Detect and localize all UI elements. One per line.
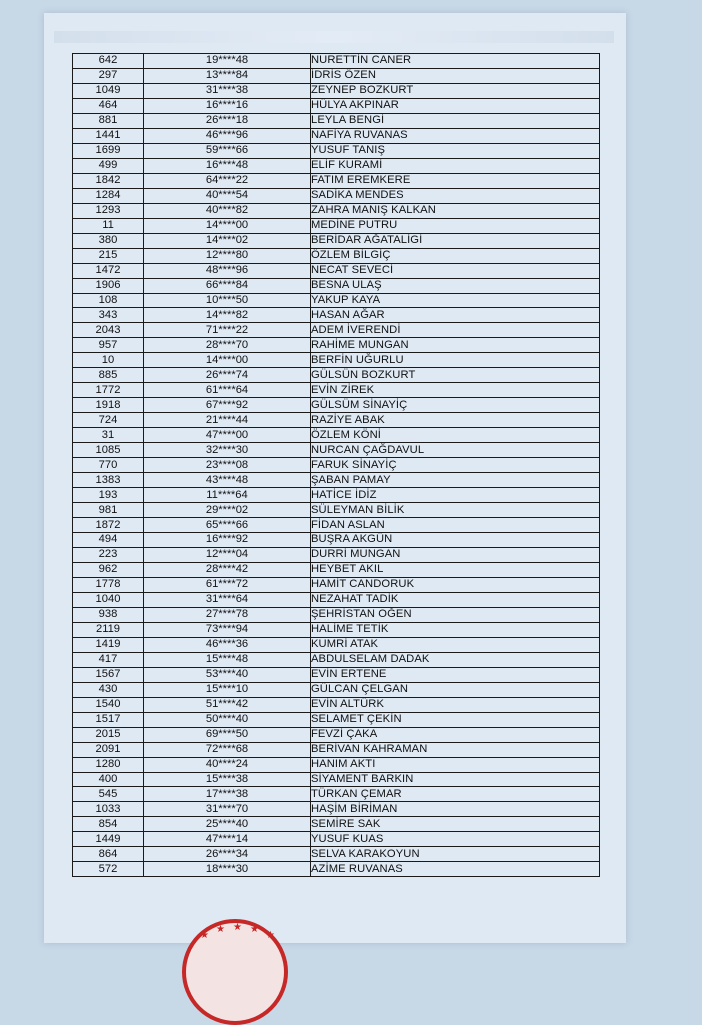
masked-id: 16****16 — [144, 98, 311, 113]
table-row — [73, 83, 600, 98]
row-number: 724 — [73, 413, 144, 428]
table-row — [73, 323, 600, 338]
person-name: HANIM AKTI — [311, 757, 600, 772]
table-row — [73, 248, 600, 263]
person-name: HÜLYA AKPINAR — [311, 98, 600, 113]
row-number: 1842 — [73, 173, 144, 188]
person-name: MEDİNE PUTRU — [311, 218, 600, 233]
masked-id: 48****96 — [144, 263, 311, 278]
person-name: HATİCE İDİZ — [311, 488, 600, 503]
masked-id: 23****08 — [144, 458, 311, 473]
document-page — [44, 13, 626, 943]
row-number: 2119 — [73, 622, 144, 637]
masked-id: 18****30 — [144, 862, 311, 877]
person-name: SELVA KARAKOYUN — [311, 847, 600, 862]
person-name: ABDULSELAM DADAK — [311, 652, 600, 667]
table-row — [73, 697, 600, 712]
table-row — [73, 742, 600, 757]
masked-id: 71****22 — [144, 323, 311, 338]
table-row — [73, 308, 600, 323]
person-name: NAFİYA RUVANAS — [311, 128, 600, 143]
table-row — [73, 353, 600, 368]
masked-id: 61****64 — [144, 383, 311, 398]
row-number: 1772 — [73, 383, 144, 398]
table-row — [73, 188, 600, 203]
table-row — [73, 473, 600, 488]
table-row — [73, 218, 600, 233]
masked-id: 28****42 — [144, 562, 311, 577]
row-number: 499 — [73, 158, 144, 173]
table-row — [73, 832, 600, 847]
masked-id: 67****92 — [144, 398, 311, 413]
person-name: ŞEHRİSTAN OĞEN — [311, 607, 600, 622]
person-name: TÜRKAN ÇEMAR — [311, 787, 600, 802]
masked-id: 40****82 — [144, 203, 311, 218]
person-name: SEMİRE SAK — [311, 817, 600, 832]
masked-id: 11****64 — [144, 488, 311, 503]
roster-table-body — [73, 54, 600, 877]
table-row — [73, 562, 600, 577]
table-row — [73, 533, 600, 548]
masked-id: 19****48 — [144, 54, 311, 69]
masked-id: 28****70 — [144, 338, 311, 353]
row-number: 854 — [73, 817, 144, 832]
table-row — [73, 637, 600, 652]
roster-table — [72, 53, 600, 877]
person-name: ZEYNEP BOZKURT — [311, 83, 600, 98]
person-name: FATIM EREMKERE — [311, 173, 600, 188]
table-row — [73, 383, 600, 398]
row-number: 10 — [73, 353, 144, 368]
row-number: 1049 — [73, 83, 144, 98]
masked-id: 14****02 — [144, 233, 311, 248]
masked-id: 16****92 — [144, 533, 311, 548]
person-name: FEVZİ ÇAKA — [311, 727, 600, 742]
row-number: 1419 — [73, 637, 144, 652]
table-row — [73, 682, 600, 697]
table-row — [73, 547, 600, 562]
table-row — [73, 712, 600, 727]
masked-id: 15****38 — [144, 772, 311, 787]
row-number: 1567 — [73, 667, 144, 682]
masked-id: 26****18 — [144, 113, 311, 128]
table-row — [73, 398, 600, 413]
row-number: 215 — [73, 248, 144, 263]
person-name: BERİVAN KAHRAMAN — [311, 742, 600, 757]
masked-id: 53****40 — [144, 667, 311, 682]
table-row — [73, 592, 600, 607]
row-number: 1449 — [73, 832, 144, 847]
table-row — [73, 862, 600, 877]
row-number: 31 — [73, 428, 144, 443]
table-row — [73, 203, 600, 218]
person-name: ELİF KURAMİ — [311, 158, 600, 173]
table-row — [73, 503, 600, 518]
row-number: 1872 — [73, 518, 144, 533]
table-row — [73, 413, 600, 428]
table-row — [73, 338, 600, 353]
person-name: EVİN ALTÜRK — [311, 697, 600, 712]
masked-id: 14****82 — [144, 308, 311, 323]
table-row — [73, 772, 600, 787]
row-number: 400 — [73, 772, 144, 787]
table-row — [73, 518, 600, 533]
person-name: YAKUP KAYA — [311, 293, 600, 308]
person-name: DURRİ MUNGAN — [311, 547, 600, 562]
row-number: 962 — [73, 562, 144, 577]
row-number: 2091 — [73, 742, 144, 757]
row-number: 1033 — [73, 802, 144, 817]
person-name: BESNA ULAŞ — [311, 278, 600, 293]
masked-id: 69****50 — [144, 727, 311, 742]
person-name: RAZİYE ABAK — [311, 413, 600, 428]
person-name: NURETTİN CANER — [311, 54, 600, 69]
row-number: 572 — [73, 862, 144, 877]
row-number: 1040 — [73, 592, 144, 607]
row-number: 297 — [73, 68, 144, 83]
person-name: ADEM İVERENDİ — [311, 323, 600, 338]
person-name: SÜLEYMAN BİLİK — [311, 503, 600, 518]
person-name: BERİDAR AĞATALİGİ — [311, 233, 600, 248]
row-number: 1472 — [73, 263, 144, 278]
table-row — [73, 802, 600, 817]
row-number: 1280 — [73, 757, 144, 772]
person-name: SİYAMENT BARKIN — [311, 772, 600, 787]
person-name: SELAMET ÇEKİN — [311, 712, 600, 727]
row-number: 1383 — [73, 473, 144, 488]
table-row — [73, 278, 600, 293]
table-row — [73, 458, 600, 473]
person-name: İDRİS ÖZEN — [311, 68, 600, 83]
table-row — [73, 607, 600, 622]
masked-id: 12****04 — [144, 547, 311, 562]
row-number: 108 — [73, 293, 144, 308]
masked-id: 65****66 — [144, 518, 311, 533]
masked-id: 15****48 — [144, 652, 311, 667]
person-name: YUSUF TANIŞ — [311, 143, 600, 158]
masked-id: 13****84 — [144, 68, 311, 83]
table-row — [73, 757, 600, 772]
masked-id: 26****34 — [144, 847, 311, 862]
row-number: 1918 — [73, 398, 144, 413]
masked-id: 59****66 — [144, 143, 311, 158]
person-name: ŞABAN PAMAY — [311, 473, 600, 488]
table-row — [73, 727, 600, 742]
table-row — [73, 847, 600, 862]
table-row — [73, 54, 600, 69]
masked-id: 27****78 — [144, 607, 311, 622]
row-number: 417 — [73, 652, 144, 667]
masked-id: 10****50 — [144, 293, 311, 308]
row-number: 193 — [73, 488, 144, 503]
table-row — [73, 158, 600, 173]
row-number: 494 — [73, 533, 144, 548]
masked-id: 40****54 — [144, 188, 311, 203]
masked-id: 66****84 — [144, 278, 311, 293]
person-name: ÖZLEM KÖNİ — [311, 428, 600, 443]
row-number: 2015 — [73, 727, 144, 742]
table-row — [73, 577, 600, 592]
row-number: 938 — [73, 607, 144, 622]
person-name: NURCAN ÇAĞDAVUL — [311, 443, 600, 458]
row-number: 642 — [73, 54, 144, 69]
masked-id: 46****96 — [144, 128, 311, 143]
person-name: NECAT SEVECİ — [311, 263, 600, 278]
row-number: 1085 — [73, 443, 144, 458]
row-number: 1441 — [73, 128, 144, 143]
masked-id: 31****64 — [144, 592, 311, 607]
masked-id: 64****22 — [144, 173, 311, 188]
person-name: EVİN ERTENE — [311, 667, 600, 682]
row-number: 1699 — [73, 143, 144, 158]
masked-id: 15****10 — [144, 682, 311, 697]
table-row — [73, 128, 600, 143]
person-name: AZİME RUVANAS — [311, 862, 600, 877]
table-row — [73, 817, 600, 832]
row-number: 981 — [73, 503, 144, 518]
person-name: HEYBET AKIL — [311, 562, 600, 577]
table-row — [73, 98, 600, 113]
masked-id: 31****38 — [144, 83, 311, 98]
person-name: GÜLSÜM SİNAYİÇ — [311, 398, 600, 413]
masked-id: 14****00 — [144, 353, 311, 368]
masked-id: 16****48 — [144, 158, 311, 173]
person-name: YUSUF KUAS — [311, 832, 600, 847]
table-row — [73, 667, 600, 682]
masked-id: 26****74 — [144, 368, 311, 383]
table-row — [73, 233, 600, 248]
table-row — [73, 113, 600, 128]
person-name: EVİN ZİREK — [311, 383, 600, 398]
masked-id: 14****00 — [144, 218, 311, 233]
table-row — [73, 652, 600, 667]
person-name: BERFİN UĞURLU — [311, 353, 600, 368]
person-name: HASAN AĞAR — [311, 308, 600, 323]
table-row — [73, 488, 600, 503]
row-number: 11 — [73, 218, 144, 233]
masked-id: 61****72 — [144, 577, 311, 592]
row-number: 1284 — [73, 188, 144, 203]
person-name: HAMİT CANDORUK — [311, 577, 600, 592]
person-name: LEYLA BENGİ — [311, 113, 600, 128]
person-name: GÜLCAN ÇELGAN — [311, 682, 600, 697]
person-name: ÖZLEM BİLGİÇ — [311, 248, 600, 263]
row-number: 864 — [73, 847, 144, 862]
table-row — [73, 263, 600, 278]
person-name: HALİME TETİK — [311, 622, 600, 637]
row-number: 885 — [73, 368, 144, 383]
masked-id: 29****02 — [144, 503, 311, 518]
masked-id: 31****70 — [144, 802, 311, 817]
row-number: 1540 — [73, 697, 144, 712]
row-number: 1778 — [73, 577, 144, 592]
person-name: HAŞİM BİRİMAN — [311, 802, 600, 817]
masked-id: 50****40 — [144, 712, 311, 727]
masked-id: 46****36 — [144, 637, 311, 652]
row-number: 343 — [73, 308, 144, 323]
person-name: BUŞRA AKGÜN — [311, 533, 600, 548]
table-row — [73, 622, 600, 637]
row-number: 957 — [73, 338, 144, 353]
table-row — [73, 443, 600, 458]
row-number: 2043 — [73, 323, 144, 338]
table-row — [73, 173, 600, 188]
person-name: KUMRİ ATAK — [311, 637, 600, 652]
table-row — [73, 787, 600, 802]
masked-id: 32****30 — [144, 443, 311, 458]
row-number: 430 — [73, 682, 144, 697]
row-number: 545 — [73, 787, 144, 802]
table-row — [73, 293, 600, 308]
person-name: FARUK SİNAYİÇ — [311, 458, 600, 473]
person-name: SADİKA MENDES — [311, 188, 600, 203]
table-row — [73, 428, 600, 443]
person-name: ZAHRA MANIŞ KALKAN — [311, 203, 600, 218]
masked-id: 73****94 — [144, 622, 311, 637]
row-number: 1517 — [73, 712, 144, 727]
masked-id: 17****38 — [144, 787, 311, 802]
table-row — [73, 368, 600, 383]
masked-id: 43****48 — [144, 473, 311, 488]
row-number: 770 — [73, 458, 144, 473]
row-number: 223 — [73, 547, 144, 562]
table-row — [73, 68, 600, 83]
person-name: GÜLSÜN BOZKURT — [311, 368, 600, 383]
row-number: 881 — [73, 113, 144, 128]
person-name: NEZAHAT TADİK — [311, 592, 600, 607]
person-name: RAHİME MUNGAN — [311, 338, 600, 353]
masked-id: 12****80 — [144, 248, 311, 263]
row-number: 380 — [73, 233, 144, 248]
row-number: 464 — [73, 98, 144, 113]
person-name: FİDAN ASLAN — [311, 518, 600, 533]
masked-id: 72****68 — [144, 742, 311, 757]
masked-id: 47****14 — [144, 832, 311, 847]
row-number: 1906 — [73, 278, 144, 293]
row-number: 1293 — [73, 203, 144, 218]
masked-id: 51****42 — [144, 697, 311, 712]
masked-id: 47****00 — [144, 428, 311, 443]
masked-id: 25****40 — [144, 817, 311, 832]
official-seal-icon: ★ ★ ★ ★ ★ — [182, 919, 288, 1025]
masked-id: 21****44 — [144, 413, 311, 428]
table-row — [73, 143, 600, 158]
masked-id: 40****24 — [144, 757, 311, 772]
